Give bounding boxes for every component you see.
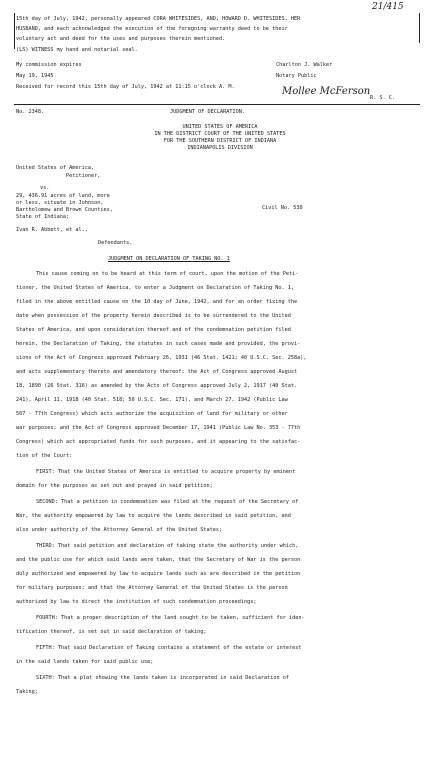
finding-line: tification thereof, is set out in said declaration of taking;	[16, 629, 207, 635]
notary-name: Charlton J. Walker	[276, 62, 333, 68]
finding-line: FOURTH: That a proper description of the land sought to be taken, sufficient for iden-	[36, 615, 305, 621]
finding-line: Taking;	[16, 689, 38, 695]
finding-line: FIFTH: That said Declaration of Taking contains a statement of the estate or interest	[36, 645, 302, 651]
notary-title: Notary Public	[276, 73, 317, 79]
party-defendants: Ivan R. Abbett, et al.,	[16, 227, 88, 233]
finding-line: domain for the purposes as set out and prayed in said petition;	[16, 483, 213, 489]
recorder-signature: Mollee McFerson	[282, 86, 371, 97]
body-line: tion of the Court:	[16, 453, 73, 459]
finding-line: for military purposes; and that the Attorney General of the United States is the person	[16, 585, 288, 591]
body-line: Congress) which act appropriated funds for such purposes, and it appearing to the satisfac-	[16, 439, 301, 445]
party-land-4: State of Indiana;	[16, 214, 70, 220]
body-line: war purposes; and the Act of Congress approved December 17, 1941 (Public Law No. 353 - 77th	[16, 425, 301, 431]
body-line: filed in the above entitled cause on the 10 day of June, 1942, and for an order fixing the	[16, 299, 298, 305]
court-line-2: IN THE DISTRICT COURT OF THE UNITED STATES	[154, 131, 286, 137]
separator-line	[14, 104, 420, 105]
judgment-title: JUDGMENT ON DECLARATION OF TAKING NO. 1	[108, 256, 230, 262]
court-line-3: FOR THE SOUTHERN DISTRICT OF INDIANA	[163, 138, 277, 144]
finding-line: duly authorized and empowered by law to acquire lands such as are described in the petition	[16, 571, 301, 577]
body-line: sions of the Act of Congress approved February 26, 1931 (46 Stat. 1421; 40 U.S.C. Sec. 258a),	[16, 355, 307, 361]
ack-box-left-border	[14, 13, 15, 49]
body-line: 241), April 11, 1918 (40 Stat. 518; 50 U.S.C. Sec. 171), and March 27, 1942 (Public Law	[16, 397, 288, 403]
commission-label: My commission expires	[16, 62, 82, 68]
finding-line: SECOND: That a petition in condemnation was filed at the request of the Secretary of	[36, 499, 299, 505]
body-line: tioner, the United States of America, to enter a Judgment on Declaration of Taking No. 1,	[16, 285, 294, 291]
finding-line: THIRD: That said petition and declaration of taking state the authority under which,	[36, 543, 299, 549]
party-land-2: or less, situate in Johnson,	[16, 200, 104, 206]
body-line: herein, the Declaration of Taking, the statutes in such cases made and provided, the provi-	[16, 341, 301, 347]
ack-line-1: 15th day of July, 1942, personally appeared CORA WHITESIDES, AND, HOWARD D. WHITESIDES, HER	[16, 16, 301, 22]
court-line-4: INDIANAPOLIS DIVISION	[187, 145, 253, 151]
finding-line: also under authority of the Attorney General of the United States;	[16, 527, 223, 533]
defendants-role: Defendants.	[98, 240, 133, 246]
versus: vs.	[40, 185, 50, 191]
ack-line-3: voluntary act and deed for the uses and purposes therein mentioned.	[16, 36, 226, 42]
finding-line: FIRST: That the United States of America is entitled to acquire property by eminent	[36, 469, 296, 475]
petitioner-role: Petitioner,	[66, 173, 101, 179]
commission-date: May 19, 1945	[16, 73, 54, 79]
finding-line: authorized by law to direct the institution of such condemnation proceedings;	[16, 599, 257, 605]
body-line: States of America, and upon consideration thereof and of the condemnation petition filed	[16, 327, 291, 333]
document-number: No. 2348.	[16, 109, 45, 115]
body-line: 507 - 77th Congress) which acts authorize the acquisition of land for military or other	[16, 411, 288, 417]
finding-line: War, the authority empowered by law to acquire the lands described in said petition, and	[16, 513, 291, 519]
ack-box-right-border	[419, 13, 420, 43]
party-land-1: 29, 436.91 acres of land, more	[16, 193, 110, 199]
civil-number: Civil No. 530	[262, 205, 303, 211]
ack-line-4: (LS) WITNESS my hand and notarial seal.	[16, 47, 138, 53]
party-land-3: Bartholomew and Brown Counties,	[16, 207, 113, 213]
received-for-record: Received for record this 15th day of July, 1942 at 11:15 o'clock A. M.	[16, 84, 235, 90]
body-line: 18, 1890 (26 Stat. 316) as amended by the Acts of Congress approved July 2, 1917 (40 Stat.	[16, 383, 298, 389]
party-petitioner: United States of America,	[16, 165, 95, 171]
finding-line: SIXTH: That a plat showing the lands taken is incorporated in said Declaration of	[36, 675, 289, 681]
finding-line: and the public use for which said lands were taken, that the Secretary of War is the person	[16, 557, 301, 563]
judgment-header: JUDGMENT OF DECLARATION.	[170, 109, 245, 115]
finding-line: in the said lands taken for said public use;	[16, 659, 154, 665]
body-line: This cause coming on to be heard at this term of court, upon the motion of the Peti-	[36, 271, 299, 277]
court-line-1: UNITED STATES OF AMERICA	[182, 124, 258, 130]
body-line: and acts supplementary thereto and amendatory thereof; the Act of Congress approved August	[16, 369, 298, 375]
page-number: 21/415	[372, 2, 404, 12]
body-line: date when possession of the property herein described is to be surrendered to the United	[16, 313, 291, 319]
ack-line-2: HUSBAND, and each acknowledged the execution of the foregoing warranty deed to be their	[16, 26, 288, 32]
recorder-initials: R. S. C.	[370, 95, 395, 101]
